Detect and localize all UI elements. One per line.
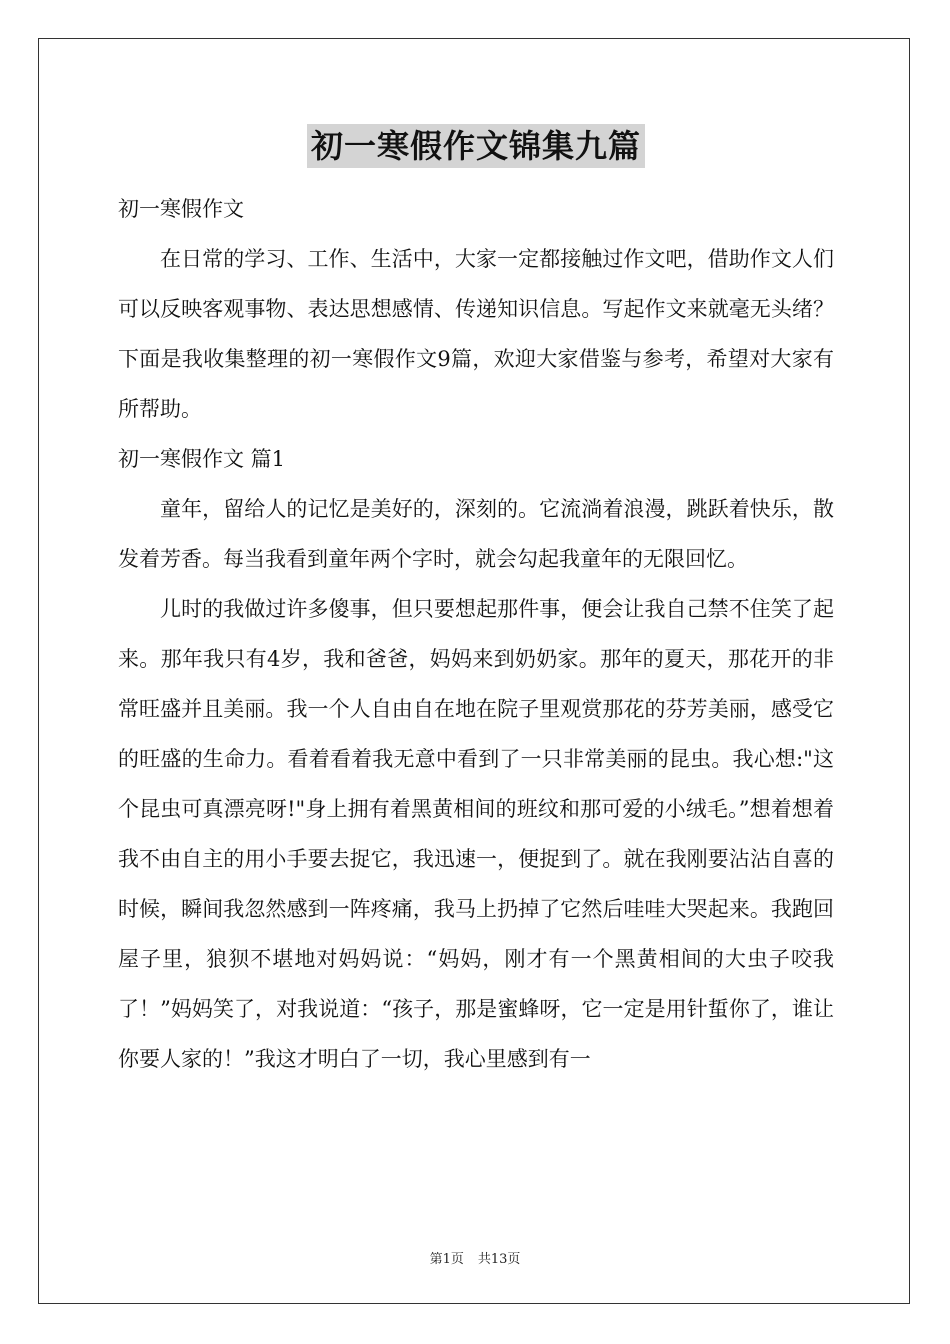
intro-paragraph: 在日常的学习、工作、生活中，大家一定都接触过作文吧，借助作文人们可以反映客观事物、表达思想感情、传递知识信息。写起作文来就毫无头绪？下面是我收集整理的初一寒假作文9篇，欢迎大家借鉴与参考，希望对大家有所帮助。: [118, 247, 834, 421]
document-subtitle: 初一寒假作文: [118, 197, 244, 221]
body-paragraph-2: 儿时的我做过许多傻事，但只要想起那件事，便会让我自己禁不住笑了起来。那年我只有4岁，我和爸爸，妈妈来到奶奶家。那年的夏天，那花开的非常旺盛并且美丽。我一个人自由自在地在院子里观赏那花的芬芳美丽，感受它的旺盛的生命力。看着看着我无意中看到了一只非常美丽的昆虫。我心想:"这个昆虫可真漂亮呀!"身上拥有着黑黄相间的班纹和那可爱的小绒毛。”想着想着我不由自主的用小手要去捉它，我迅速一，便捉到了。就在我刚要沾沾自喜的时候，瞬间我忽然感到一阵疼痛，我马上扔掉了它然后哇哇大哭起来。我跑回屋子里，狼狈不堪地对妈妈说：“妈妈，刚才有一个黑黄相间的大虫子咬我了！”妈妈笑了，对我说道：“孩子，那是蜜蜂呀，它一定是用针蜇你了，谁让你要人家的！”我这才明白了一切，我心里感到有一: [118, 597, 834, 1071]
document-title: 初一寒假作文锦集九篇: [307, 124, 645, 168]
section-heading: 初一寒假作文 篇1: [118, 447, 286, 471]
page-number: 第1页: [429, 1252, 464, 1267]
page-footer: [0, 1248, 950, 1267]
document-body: [118, 124, 834, 1084]
title-wrap: [118, 124, 834, 176]
page-total: 共13页: [477, 1252, 521, 1267]
body-paragraph-1: 童年，留给人的记忆是美好的，深刻的。它流淌着浪漫，跳跃着快乐，散发着芳香。每当我看到童年两个字时，就会勾起我童年的无限回忆。: [118, 497, 834, 571]
